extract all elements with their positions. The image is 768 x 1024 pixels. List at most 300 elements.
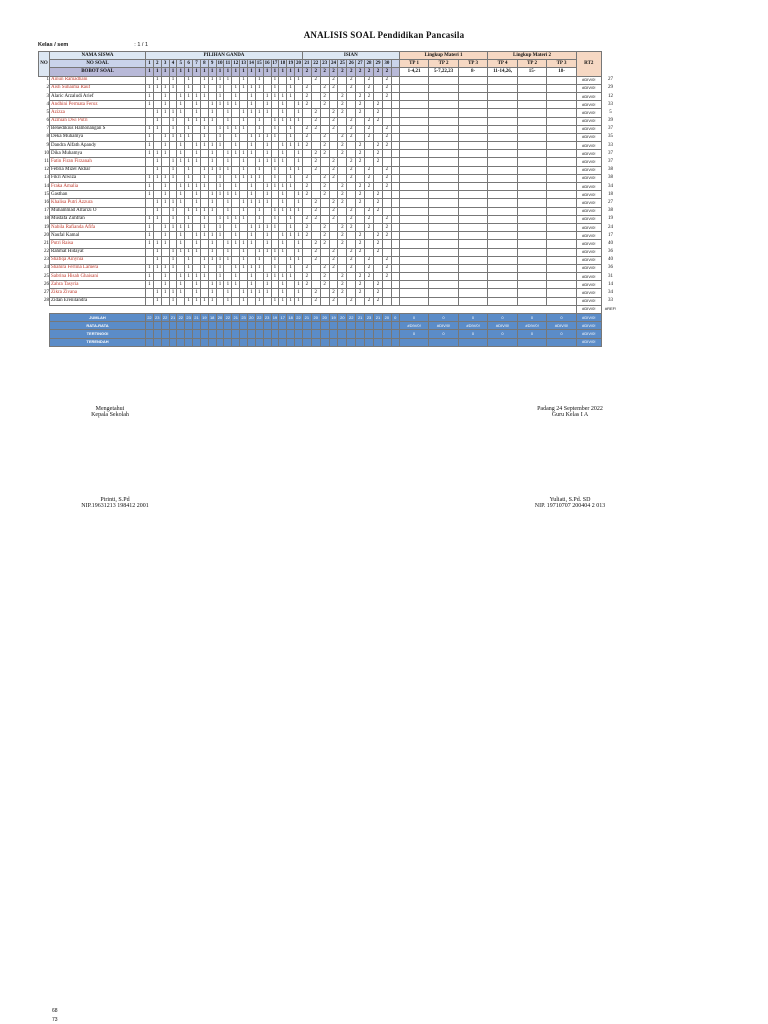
answer-cell: 1 <box>185 174 193 182</box>
answer-cell: 1 <box>263 240 271 248</box>
answer-cell: 2 <box>374 142 383 150</box>
student-no: 19 <box>44 224 49 230</box>
tp-cell <box>517 191 547 199</box>
answer-cell: 1 <box>146 142 154 150</box>
tp-cell <box>458 256 488 264</box>
tp-cell <box>399 109 429 117</box>
answer-cell: 1 <box>193 273 201 281</box>
student-total: 40 <box>608 240 614 246</box>
answer-cell <box>311 281 320 289</box>
summary-value <box>347 338 356 346</box>
blank-cell <box>391 240 399 248</box>
tp-cell <box>458 199 488 207</box>
answer-cell <box>146 76 154 84</box>
blank-cell <box>279 305 287 313</box>
blank-cell <box>601 322 619 330</box>
tp-cell <box>429 133 459 141</box>
answer-cell: 1 <box>247 183 255 191</box>
tp-cell <box>399 215 429 223</box>
answer-cell: 2 <box>320 281 329 289</box>
answer-cell <box>200 248 208 256</box>
tp-cell <box>429 264 459 272</box>
tp-cell <box>517 281 547 289</box>
student-total: 29 <box>608 85 614 91</box>
answer-cell <box>224 183 232 191</box>
answer-cell <box>382 109 391 117</box>
answer-cell: 1 <box>177 232 185 240</box>
answer-cell: 2 <box>311 76 320 84</box>
tp-cell <box>458 264 488 272</box>
answer-cell: 2 <box>356 109 365 117</box>
soal-number: 30 <box>382 60 391 68</box>
answer-cell: 1 <box>232 273 240 281</box>
summary-tp-value: #DIV/0! <box>458 322 488 330</box>
answer-cell <box>374 183 383 191</box>
answer-cell <box>208 84 216 92</box>
summary-value <box>338 338 347 346</box>
answer-cell <box>374 125 383 133</box>
tp-cell <box>429 76 459 84</box>
blank-cell <box>232 305 240 313</box>
answer-cell <box>200 109 208 117</box>
answer-cell: 1 <box>232 223 240 231</box>
answer-cell <box>356 117 365 125</box>
tp-cell <box>517 240 547 248</box>
answer-cell: 1 <box>193 191 201 199</box>
answer-cell: 1 <box>255 125 263 133</box>
answer-cell <box>153 183 161 191</box>
summary-tp-value: #DIV/0! <box>547 322 577 330</box>
answer-cell: 1 <box>216 232 224 240</box>
answer-cell <box>161 76 169 84</box>
blank-cell <box>391 264 399 272</box>
answer-cell <box>153 133 161 141</box>
answer-cell: 1 <box>287 256 295 264</box>
answer-cell: 2 <box>365 92 374 100</box>
answer-cell <box>356 84 365 92</box>
summary-value: 21 <box>356 314 365 322</box>
tp-cell <box>547 109 577 117</box>
tp-cell <box>517 76 547 84</box>
tp-cell <box>488 297 518 305</box>
answer-cell <box>161 207 169 215</box>
answer-cell: 2 <box>302 183 311 191</box>
answer-cell <box>382 199 391 207</box>
summary-tp-value <box>429 338 459 346</box>
answer-cell: 1 <box>232 133 240 141</box>
footer-number-1: 68 <box>52 1008 58 1014</box>
answer-cell: 2 <box>302 142 311 150</box>
tp-cell <box>488 232 518 240</box>
summary-value <box>169 338 177 346</box>
answer-cell: 1 <box>177 142 185 150</box>
answer-cell <box>263 264 271 272</box>
tp-cell <box>517 256 547 264</box>
answer-cell: 1 <box>279 240 287 248</box>
answer-cell: 1 <box>271 264 279 272</box>
answer-cell: 1 <box>216 92 224 100</box>
answer-cell <box>232 109 240 117</box>
answer-cell: 1 <box>279 158 287 166</box>
answer-cell <box>302 109 311 117</box>
tp-cell <box>547 256 577 264</box>
answer-cell: 2 <box>320 174 329 182</box>
signature-left <box>60 406 160 418</box>
answer-cell: 1 <box>247 199 255 207</box>
answer-cell: 1 <box>177 223 185 231</box>
soal-number: 6 <box>185 60 193 68</box>
tp-cell <box>429 289 459 297</box>
tp-header: TP 2 <box>429 60 459 68</box>
answer-cell <box>232 199 240 207</box>
answer-cell <box>347 199 356 207</box>
answer-cell: 2 <box>382 142 391 150</box>
answer-cell: 1 <box>216 264 224 272</box>
answer-cell <box>295 84 303 92</box>
answer-cell: 1 <box>208 109 216 117</box>
student-name: Deka Muhamya <box>50 133 146 141</box>
summary-value <box>302 330 311 338</box>
answer-cell <box>177 256 185 264</box>
student-name: Fraka Amalia <box>50 183 146 191</box>
answer-cell <box>247 215 255 223</box>
summary-value <box>224 338 232 346</box>
answer-cell: 1 <box>240 297 248 305</box>
answer-cell <box>224 264 232 272</box>
answer-cell: 2 <box>347 264 356 272</box>
answer-cell: 1 <box>193 109 201 117</box>
answer-cell: 1 <box>255 289 263 297</box>
answer-cell: 1 <box>185 256 193 264</box>
answer-cell: 1 <box>193 240 201 248</box>
blank-cell <box>255 305 263 313</box>
answer-cell: 2 <box>329 289 338 297</box>
summary-value <box>216 330 224 338</box>
answer-cell <box>365 150 374 158</box>
answer-cell: 2 <box>311 158 320 166</box>
answer-cell <box>208 273 216 281</box>
answer-cell <box>255 142 263 150</box>
student-name: Aish Suhaima Rauf <box>50 84 146 92</box>
answer-cell: 1 <box>263 223 271 231</box>
answer-cell <box>247 158 255 166</box>
summary-value <box>240 322 248 330</box>
answer-cell: 1 <box>295 191 303 199</box>
tp-cell <box>458 166 488 174</box>
summary-value <box>177 330 185 338</box>
answer-cell: 1 <box>185 117 193 125</box>
blank-cell <box>374 305 383 313</box>
answer-cell <box>279 125 287 133</box>
answer-cell: 1 <box>185 297 193 305</box>
answer-cell <box>347 92 356 100</box>
summary-value <box>271 338 279 346</box>
answer-cell <box>255 191 263 199</box>
student-no: 14 <box>44 183 49 189</box>
answer-cell: 2 <box>338 183 347 191</box>
answer-cell <box>365 191 374 199</box>
student-name: Nabila Rafianda Afifa <box>50 223 146 231</box>
answer-cell <box>193 215 201 223</box>
summary-value <box>263 330 271 338</box>
summary-label: RATA-RATA <box>50 322 146 330</box>
answer-cell <box>263 76 271 84</box>
answer-cell: 1 <box>185 125 193 133</box>
tp-cell <box>547 76 577 84</box>
student-name: Zidan Erenilandra <box>50 297 146 305</box>
answer-cell <box>169 281 177 289</box>
summary-value: 22 <box>224 314 232 322</box>
answer-cell: 1 <box>177 191 185 199</box>
answer-cell <box>311 92 320 100</box>
answer-cell <box>382 117 391 125</box>
answer-cell: 1 <box>287 125 295 133</box>
answer-cell: 2 <box>302 92 311 100</box>
summary-value <box>382 330 391 338</box>
tp-cell <box>517 174 547 182</box>
answer-cell: 1 <box>279 232 287 240</box>
answer-cell: 2 <box>365 264 374 272</box>
answer-cell: 1 <box>185 264 193 272</box>
answer-cell: 1 <box>146 273 154 281</box>
bobot-value: 1 <box>146 68 154 76</box>
summary-value <box>208 338 216 346</box>
answer-cell <box>382 289 391 297</box>
answer-cell: 2 <box>329 174 338 182</box>
answer-cell <box>302 297 311 305</box>
answer-cell: 1 <box>247 264 255 272</box>
summary-value: 0 <box>391 314 399 322</box>
student-row <box>39 223 620 231</box>
student-no: 22 <box>44 249 49 255</box>
summary-value <box>271 322 279 330</box>
summary-value: 20 <box>338 314 347 322</box>
rt2-value: #DIV/0! <box>576 289 601 297</box>
student-no: 1 <box>46 77 49 83</box>
student-row <box>39 256 620 264</box>
student-total: 38 <box>608 175 614 181</box>
blank-cell <box>329 305 338 313</box>
answer-cell: 1 <box>146 174 154 182</box>
summary-value <box>279 322 287 330</box>
answer-cell: 1 <box>193 297 201 305</box>
tp-cell <box>547 125 577 133</box>
answer-cell: 1 <box>224 281 232 289</box>
tp-cell <box>429 256 459 264</box>
bobot-value: 1 <box>279 68 287 76</box>
answer-cell: 1 <box>153 240 161 248</box>
answer-cell <box>382 101 391 109</box>
answer-cell: 1 <box>295 166 303 174</box>
answer-cell: 2 <box>382 232 391 240</box>
summary-value: 23 <box>240 314 248 322</box>
answer-cell: 1 <box>208 248 216 256</box>
answer-cell <box>287 240 295 248</box>
answer-cell: 1 <box>153 125 161 133</box>
tp-cell <box>488 166 518 174</box>
answer-cell <box>208 223 216 231</box>
rt2-value: #DIV/0! <box>576 207 601 215</box>
answer-cell: 1 <box>279 297 287 305</box>
bobot-value: 1 <box>224 68 232 76</box>
summary-value: 20 <box>320 314 329 322</box>
answer-cell: 1 <box>263 232 271 240</box>
answer-cell <box>263 84 271 92</box>
answer-cell <box>240 101 248 109</box>
spacer <box>601 52 619 77</box>
student-row <box>39 199 620 207</box>
answer-cell: 1 <box>255 166 263 174</box>
answer-cell: 2 <box>302 281 311 289</box>
answer-cell <box>169 101 177 109</box>
answer-cell: 2 <box>356 150 365 158</box>
student-no: 25 <box>44 273 49 279</box>
answer-cell <box>374 264 383 272</box>
summary-tp-value <box>488 338 518 346</box>
answer-cell: 1 <box>200 297 208 305</box>
answer-cell: 1 <box>224 125 232 133</box>
student-name: Rahmat Hidayat <box>50 248 146 256</box>
answer-cell: 1 <box>271 223 279 231</box>
answer-cell: 1 <box>287 232 295 240</box>
answer-cell <box>287 281 295 289</box>
answer-cell <box>287 289 295 297</box>
answer-cell: 1 <box>255 158 263 166</box>
answer-cell: 1 <box>240 150 248 158</box>
answer-cell: 1 <box>169 133 177 141</box>
answer-cell <box>295 215 303 223</box>
answer-cell <box>302 117 311 125</box>
answer-cell: 1 <box>200 207 208 215</box>
blank-cell <box>247 305 255 313</box>
answer-cell: 1 <box>224 117 232 125</box>
answer-cell: 1 <box>240 76 248 84</box>
blank-cell <box>391 256 399 264</box>
answer-cell: 1 <box>224 297 232 305</box>
tp-cell <box>488 248 518 256</box>
answer-cell: 1 <box>177 158 185 166</box>
blank-cell <box>488 305 518 313</box>
answer-cell <box>347 109 356 117</box>
tp-cell <box>488 158 518 166</box>
summary-value <box>329 338 338 346</box>
answer-cell: 2 <box>347 207 356 215</box>
tp-cell <box>488 256 518 264</box>
bobot-value: 1 <box>295 68 303 76</box>
summary-value: 22 <box>146 314 154 322</box>
answer-cell <box>247 248 255 256</box>
bobot-value: 1 <box>247 68 255 76</box>
summary-value: 22 <box>255 314 263 322</box>
answer-cell: 2 <box>329 256 338 264</box>
answer-cell <box>216 199 224 207</box>
kelas-semester <box>38 42 148 48</box>
answer-cell: 1 <box>200 264 208 272</box>
answer-cell <box>374 256 383 264</box>
tp-cell <box>458 215 488 223</box>
answer-cell <box>161 256 169 264</box>
answer-cell: 2 <box>382 174 391 182</box>
student-no: 10 <box>44 150 49 156</box>
answer-cell: 2 <box>320 133 329 141</box>
tp-cell <box>488 191 518 199</box>
answer-cell: 1 <box>200 76 208 84</box>
answer-cell: 2 <box>302 174 311 182</box>
answer-cell <box>146 199 154 207</box>
answer-cell: 1 <box>153 76 161 84</box>
answer-cell <box>329 240 338 248</box>
blank-cell <box>39 338 50 346</box>
answer-cell: 2 <box>320 142 329 150</box>
answer-cell: 1 <box>240 248 248 256</box>
tp-cell <box>399 133 429 141</box>
answer-cell: 1 <box>263 183 271 191</box>
answer-cell <box>177 166 185 174</box>
blank-cell <box>39 330 50 338</box>
tp-cell <box>547 273 577 281</box>
answer-cell <box>200 101 208 109</box>
answer-cell <box>263 215 271 223</box>
summary-value <box>200 322 208 330</box>
tp-cell <box>517 101 547 109</box>
nama-siswa-header: NAMA SISWA <box>50 52 146 60</box>
answer-cell: 1 <box>232 215 240 223</box>
rt2-header: RT2 <box>576 52 601 77</box>
answer-cell: 1 <box>161 109 169 117</box>
summary-value <box>311 322 320 330</box>
blank-cell <box>240 305 248 313</box>
answer-cell <box>232 166 240 174</box>
answer-cell: 1 <box>208 232 216 240</box>
tp-items: 11-14,26, <box>488 68 518 76</box>
answer-cell <box>255 273 263 281</box>
answer-cell: 1 <box>287 183 295 191</box>
answer-cell: 2 <box>365 76 374 84</box>
answer-cell: 1 <box>216 142 224 150</box>
answer-cell: 1 <box>271 256 279 264</box>
soal-number: 10 <box>216 60 224 68</box>
answer-cell <box>338 207 347 215</box>
answer-cell: 2 <box>311 297 320 305</box>
summary-value <box>329 322 338 330</box>
blank-cell <box>146 305 154 313</box>
blank-cell <box>391 183 399 191</box>
summary-value <box>232 338 240 346</box>
answer-cell <box>177 117 185 125</box>
answer-cell: 1 <box>169 248 177 256</box>
summary-value <box>391 330 399 338</box>
answer-cell: 2 <box>329 199 338 207</box>
blank-cell <box>39 305 50 313</box>
soal-number: 12 <box>232 60 240 68</box>
signature-left-name: Pirinti, S.Pd <box>100 497 130 503</box>
signature-left-block <box>60 497 170 509</box>
summary-value <box>153 322 161 330</box>
answer-cell: 1 <box>200 92 208 100</box>
student-total: 38 <box>608 208 614 214</box>
summary-value <box>247 338 255 346</box>
tp-cell <box>429 199 459 207</box>
student-row <box>39 297 620 305</box>
answer-cell <box>311 142 320 150</box>
answer-cell <box>232 117 240 125</box>
answer-cell <box>255 232 263 240</box>
answer-cell: 1 <box>200 223 208 231</box>
answer-cell: 1 <box>146 150 154 158</box>
answer-cell: 1 <box>200 183 208 191</box>
student-total: 33 <box>608 298 614 304</box>
answer-cell <box>271 101 279 109</box>
